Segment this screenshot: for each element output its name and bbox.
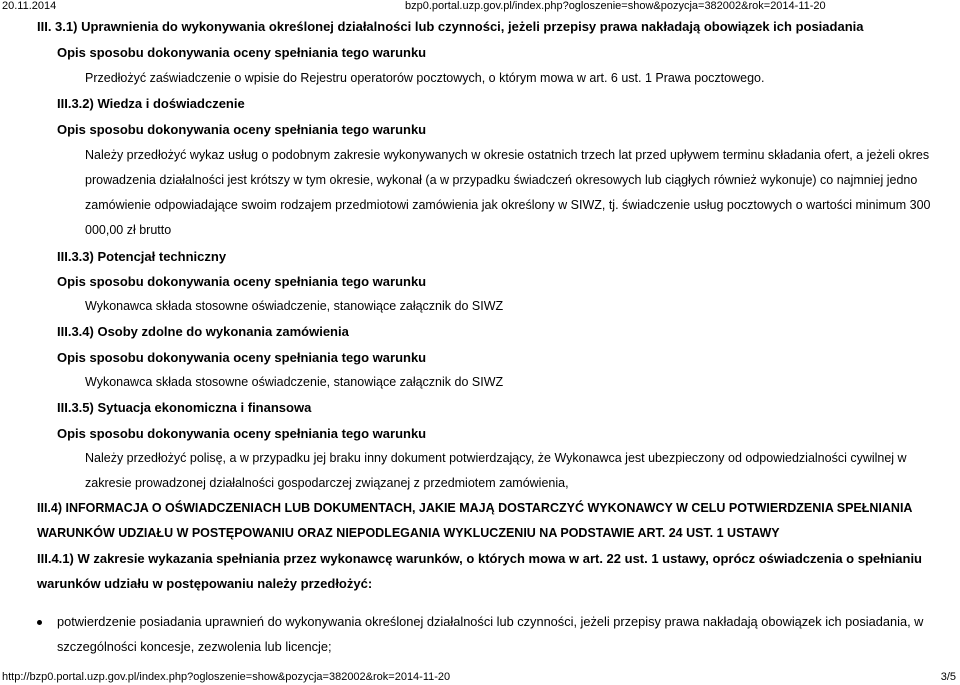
- section-3-5-text-line: Należy przedłożyć polisę, a w przypadku jej braku inny dokument potwierdzający, że Wykonawca jest ubezpieczony od odpowiedzialności cywilnej w: [85, 451, 907, 465]
- section-3-4-criteria-heading: Opis sposobu dokonywania oceny spełniania tego warunku: [57, 350, 427, 365]
- bullet-item-line: szczególności koncesje, zezwolenia lub licencje;: [57, 639, 332, 654]
- section-3-2-criteria-heading: Opis sposobu dokonywania oceny spełniania tego warunku: [57, 122, 427, 137]
- section-3-3-criteria-heading: Opis sposobu dokonywania oceny spełniania tego warunku: [57, 274, 427, 289]
- bullet-dot: [37, 620, 42, 625]
- section-3-3-title: III.3.3) Potencjał techniczny: [57, 249, 227, 264]
- section-4-title-line: WARUNKÓW UDZIAŁU W POSTĘPOWANIU ORAZ NIEPODLEGANIA WYKLUCZENIU NA PODSTAWIE ART. 24 UST. 1 USTAWY: [37, 526, 780, 540]
- section-3-1-title: III. 3.1) Uprawnienia do wykonywania określonej działalności lub czynności, jeżeli przepisy prawa nakładają obowiązek ich posiadania: [37, 19, 864, 34]
- section-4-1-title-line: III.4.1) W zakresie wykazania spełniania przez wykonawcę warunków, o których mowa w art. 22 ust. 1 ustawy, oprócz oświadczenia o spełnianiu: [37, 551, 923, 566]
- section-3-4-text: Wykonawca składa stosowne oświadczenie, stanowiące załącznik do SIWZ: [85, 375, 504, 389]
- print-footer-url: http://bzp0.portal.uzp.gov.pl/index.php?ogloszenie=show&pozycja=382002&rok=2014-11-20: [2, 671, 451, 683]
- section-3-2-title: III.3.2) Wiedza i doświadczenie: [57, 96, 245, 111]
- section-4-title-line: III.4) INFORMACJA O OŚWIADCZENIACH LUB DOKUMENTACH, JAKIE MAJĄ DOSTARCZYĆ WYKONAWCY W CELU POTWIERDZENIA SPEŁNIANIA: [37, 501, 913, 515]
- print-date: 20.11.2014: [2, 0, 57, 12]
- section-3-4-title: III.3.4) Osoby zdolne do wykonania zamówienia: [57, 324, 349, 339]
- page-number: 3/5: [940, 671, 956, 683]
- section-3-2-text-line: 000,00 zł brutto: [85, 223, 172, 237]
- section-3-2-text-line: Należy przedłożyć wykaz usług o podobnym zakresie wykonywanych w okresie ostatnich trzech lat przed upływem terminu składania ofert, a jeżeli okres: [85, 148, 930, 162]
- section-3-5-criteria-heading: Opis sposobu dokonywania oceny spełniania tego warunku: [57, 426, 427, 441]
- print-header-url: bzp0.portal.uzp.gov.pl/index.php?ogloszenie=show&pozycja=382002&rok=2014-11-20: [405, 0, 826, 12]
- section-3-2-text-line: prowadzenia działalności jest krótszy w tym okresie, wykonał (a w przypadku świadczeń okresowych lub ciągłych również wykonuje) co najmniej jedno: [85, 173, 918, 187]
- section-3-2-text-line: zamówienie odpowiadające swoim rodzajem przedmiotowi zamówienia jak określony w SIWZ, tj. świadczenie usług pocztowych o wartości minimum 300: [85, 198, 931, 212]
- section-3-5-text-line: zakresie prowadzonej działalności gospodarczej związanej z przedmiotem zamówienia,: [85, 476, 569, 490]
- section-4-1-title-line: warunków udziału w postępowaniu należy przedłożyć:: [37, 576, 373, 591]
- section-3-1-criteria-heading: Opis sposobu dokonywania oceny spełniania tego warunku: [57, 45, 427, 60]
- section-3-5-title: III.3.5) Sytuacja ekonomiczna i finansowa: [57, 400, 312, 415]
- section-3-3-text: Wykonawca składa stosowne oświadczenie, stanowiące załącznik do SIWZ: [85, 299, 504, 313]
- section-3-1-text: Przedłożyć zaświadczenie o wpisie do Rejestru operatorów pocztowych, o którym mowa w art. 6 ust. 1 Prawa pocztowego.: [85, 71, 765, 85]
- bullet-item-line: potwierdzenie posiadania uprawnień do wykonywania określonej działalności lub czynności, jeżeli przepisy prawa nakładają obowiązek ich posiadania, w: [57, 614, 924, 629]
